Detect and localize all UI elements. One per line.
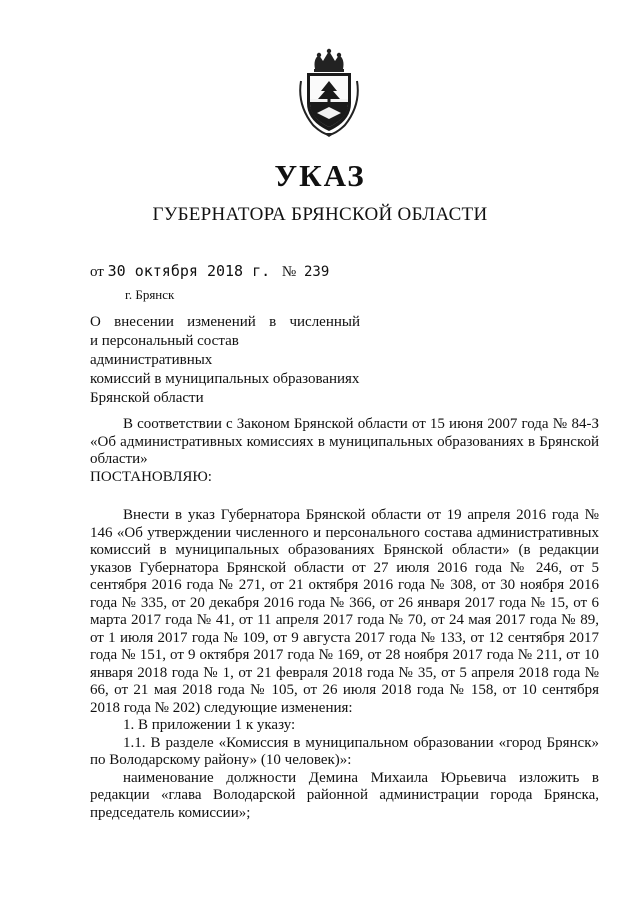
coat-of-arms-icon	[293, 47, 365, 137]
subject-line: Брянской области	[90, 390, 204, 406]
decree-keyword: ПОСТАНОВЛЯЮ:	[90, 468, 212, 485]
date-line	[90, 262, 329, 281]
subject-line: О внесении изменений в численный	[90, 314, 360, 330]
document-subtitle: ГУБЕРНАТОРА БРЯНСКОЙ ОБЛАСТИ	[152, 204, 488, 225]
item-1-1-text: наименование должности Демина Михаила Юрьевича изложить в редакции «глава Володарской районной администрации города Брянска, председатель комиссии»;	[90, 769, 599, 821]
number-sign: №	[281, 264, 297, 280]
decree-subject	[90, 313, 360, 408]
decree-number: 239	[303, 264, 330, 280]
decree-body	[90, 416, 599, 822]
date-prefix: от	[90, 264, 104, 280]
document-title: УКАЗ	[274, 158, 366, 193]
subject-line: комиссий в муниципальных образованиях	[90, 371, 360, 387]
place-of-issue: г. Брянск	[125, 287, 175, 302]
preamble-paragraph: В соответствии с Законом Брянской области от 15 июня 2007 года № 84-З «Об административных комиссиях в муниципальных образованиях в Брянской области»	[90, 416, 599, 467]
coat-of-arms-emblem	[293, 47, 365, 137]
decree-date: 30 октября 2018 г.	[107, 262, 271, 280]
item-1-1: 1.1. В разделе «Комиссия в муниципальном образовании «город Брянск» по Володарскому району» (10 человек)»:	[90, 734, 599, 768]
subject-line: и персональный состав административных	[90, 333, 239, 368]
main-paragraph: Внести в указ Губернатора Брянской области от 19 апреля 2016 года № 146 «Об утверждении численного и персонального состава административных комиссий в муниципальных образованиях Брянской области» (в редакции указов Губернатора Брянской области от 27 июля 2016 года № 246, от 5 сентября 2016 года № 271, от 21 октября 2016 года № 308, от 30 ноября 2016 года № 335, от 20 декабря 2016 года № 366, от 26 января 2017 года № 15, от 6 марта 2017 года № 41, от 11 апреля 2017 года № 70, от 24 мая 2017 года № 89, от 1 июля 2017 года № 109, от 9 августа 2017 года № 133, от 12 сентября 2017 года № 151, от 9 октября 2017 года № 169, от 28 ноября 2017 года № 211, от 10 января 2018 года № 1, от 21 февраля 2018 года № 35, от 5 апреля 2018 года № 66, от 21 мая 2018 года № 105, от 26 июля 2018 года № 158, от 10 сентября 2018 года № 202) следующие изменения:	[90, 507, 599, 716]
item-1: 1. В приложении 1 к указу:	[123, 717, 296, 733]
